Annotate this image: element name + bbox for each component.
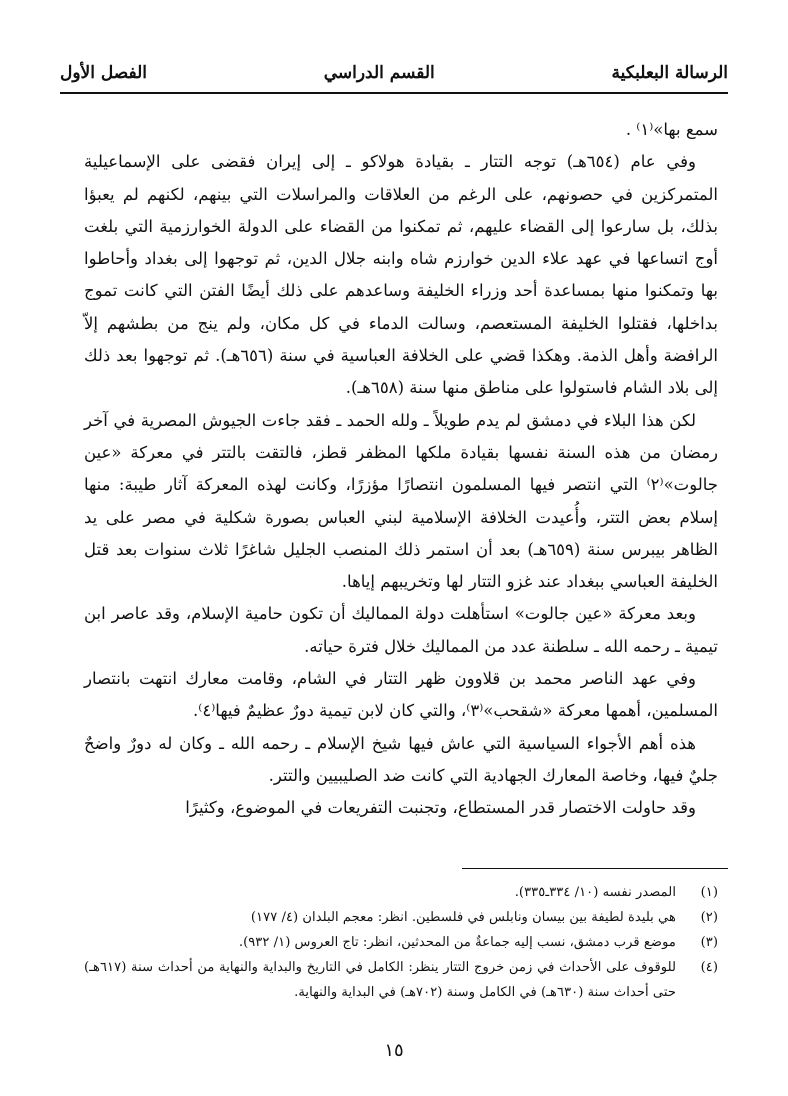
paragraph: وفي عهد الناصر محمد بن قلاوون ظهر التتار في الشام، وقامت معارك انتهت بانتصار المسلمين، أهمها معركة «شقحب»⁽٣⁾، والتي كان لابن تيمية دورٌ عظيمٌ فيها⁽٤⁾.: [84, 669, 718, 721]
page-number: ١٥: [384, 1040, 404, 1061]
footnote-text: موضع قرب دمشق، نسب إليه جماعةٌ من المحدثين، انظر: تاج العروس (١/ ٩٣٢).: [238, 935, 676, 950]
paragraph: لكن هذا البلاء في دمشق لم يدم طويلاً ـ ولله الحمد ـ فقد جاءت الجيوش المصرية في آخر رمضان من هذه السنة نفسها بقيادة ملكها المظفر قطز، فالتقت بالتتر في معركة «عين جالوت»⁽٢⁾ التي انتصر فيها المسلمون انتصارًا مؤزرًا، وكانت لهذه المعركة آثار طيبة: منها إسلام بعض التتر، وأُعيدت الخلافة الإسلامية لبني العباس بصورة شكلية في مصر على يد الظاهر بيبرس سنة (٦٥٩هـ) بعد أن استمر ذلك المنصب الجليل شاغرًا ثلاث سنوات بعد قتل الخليفة العباسي ببغداد عند غزو التتار لها وتخريبهم إياها.: [84, 410, 718, 592]
footnote: [84, 930, 718, 955]
paragraph: هذه أهم الأجواء السياسية التي عاش فيها شيخ الإسلام ـ رحمه الله ـ وكان له دورٌ واضحٌ جليٌ فيها، وخاصة المعارك الجهادية التي كانت ضد الصليبيين والتتر.: [84, 733, 718, 785]
footnote-number: (٢): [700, 910, 718, 925]
header-book-title: الرسالة البعلبكية: [611, 63, 728, 83]
footnote: [84, 905, 718, 930]
footnote-text: المصدر نفسه (١٠/ ٣٣٤ـ٣٣٥).: [514, 885, 676, 900]
paragraph: سمع بها»⁽١⁾ .: [625, 120, 718, 139]
footnote-text: هي بليدة لطيفة بين بيسان ونابلس في فلسطين. انظر: معجم البلدان (٤/ ١٧٧): [250, 910, 676, 925]
paragraph: وقد حاولت الاختصار قدر المستطاع، وتجنبت التفريعات في الموضوع، وكثيرًا: [185, 798, 696, 818]
footnote-separator: [462, 868, 728, 869]
header-rule: [60, 92, 728, 94]
footnote-number: (٣): [700, 935, 718, 950]
footnote-number: (٤): [700, 960, 718, 975]
footnote: [84, 880, 718, 905]
footnote: [84, 955, 718, 1005]
header-section-title: القسم الدراسي: [323, 63, 435, 83]
footnote-text: للوقوف على الأحداث في زمن خروج التتار ينظر: الكامل في التاريخ والبداية والنهاية من أحداث سنة (٦١٧هـ) حتى أحداث سنة (٦٣٠هـ) في الكامل وسنة (٧٠٢هـ) في البداية والنهاية.: [84, 960, 676, 1000]
header-chapter-title: الفصل الأول: [60, 63, 148, 83]
footnote-number: (١): [700, 885, 718, 900]
paragraph: وفي عام (٦٥٤هـ) توجه التتار ـ بقيادة هولاكو ـ إلى إيران فقضى على الإسماعيلية المتمركزين في حصونهم، على الرغم من العلاقات والمراسلات التي بينهم، لكنهم لم يعبؤا بذلك، بل سارعوا إلى القضاء عليهم، ثم تمكنوا من القضاء على الدولة الخوارزمية التي بلغت أوج اتساعها في عهد علاء الدين خوارزم شاه وابنه جلال الدين، ثم توجهوا إلى بغداد وأحاطوا بها وتمكنوا منها بمساعدة أحد وزراء الخليفة وساعدهم على ذلك أيضًا الفتن التي كانت تموج بداخلها، فقتلوا الخليفة المستعصم، وسالت الدماء في كل مكان، ولم ينج من بطشهم إلاّ الرافضة وأهل الذمة. وهكذا قضي على الخلافة العباسية في سنة (٦٥٦هـ). ثم توجهوا بعد ذلك إلى بلاد الشام فاستولوا على مناطق منها سنة (٦٥٨هـ).: [84, 152, 719, 398]
running-header: [60, 58, 728, 88]
paragraph: وبعد معركة «عين جالوت» استأهلت دولة المماليك أن تكون حامية الإسلام، وقد عاصر ابن تيمية ـ رحمه الله ـ سلطنة عدد من المماليك خلال فترة حياته.: [84, 604, 718, 656]
body-text: [84, 114, 718, 825]
footnotes: [84, 880, 718, 1005]
